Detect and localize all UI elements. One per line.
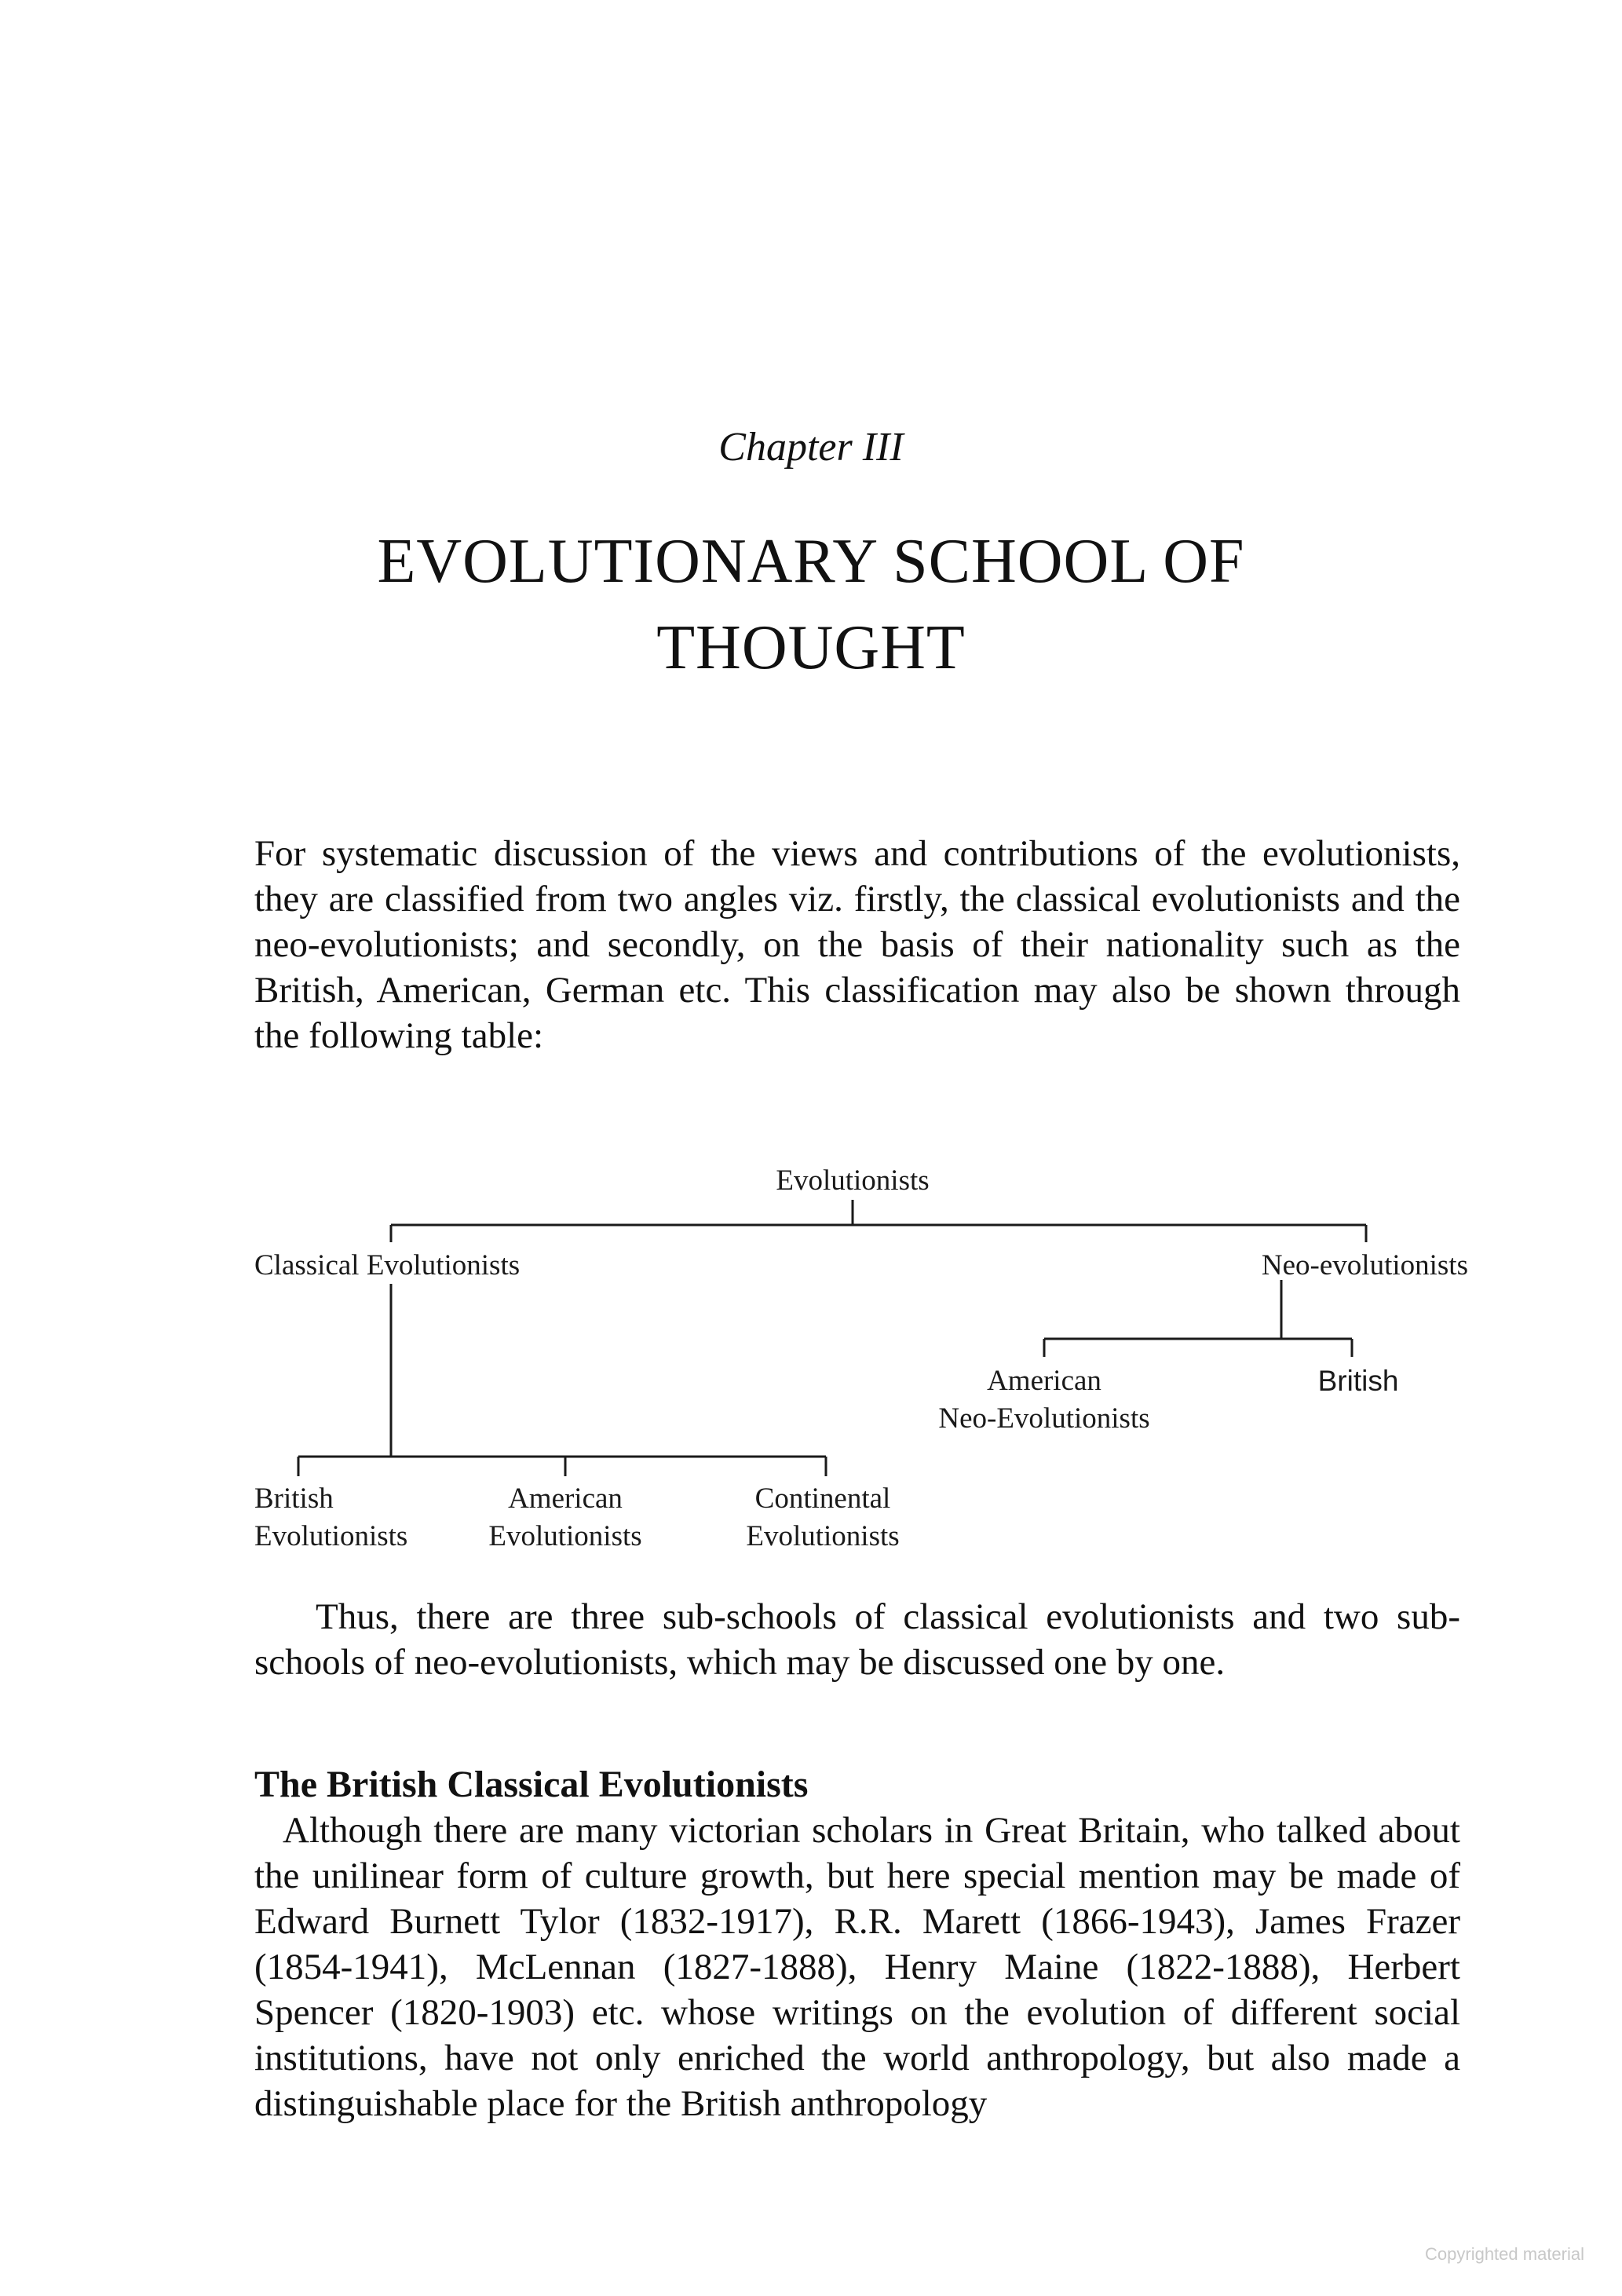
node-neo-evolutionists: Neo-evolutionists: [1261, 1249, 1468, 1281]
node-continental-evolutionists: [721, 1480, 925, 1556]
node-american-neo-line-2: Neo-Evolutionists: [938, 1402, 1150, 1435]
node-british-neo: British: [1317, 1365, 1399, 1397]
chapter-label: Chapter III: [718, 425, 904, 470]
node-classical-evolutionists: Classical Evolutionists: [254, 1249, 521, 1281]
node-british-evolutionists: [254, 1480, 407, 1556]
summary-paragraph: Thus, there are three sub-schools of classical evolutionists and two sub-schools of neo-evolutionists, which may be discussed one by one.: [254, 1596, 1460, 1683]
node-american-neo-line-1: American: [987, 1365, 1101, 1397]
node-evolutionists: Evolutionists: [776, 1164, 930, 1197]
node-american-neo-evolutionists: [911, 1362, 1178, 1438]
node-british-line-1: British: [254, 1483, 334, 1515]
node-american-line-2: Evolutionists: [488, 1520, 642, 1552]
chapter-title-line-1: EVOLUTIONARY SCHOOL OF: [377, 527, 1245, 596]
chapter-title: [0, 518, 1622, 691]
node-continental-line-1: Continental: [754, 1483, 891, 1515]
intro-paragraph: For systematic discussion of the views and contributions of the evolutionists, they are classified from two angles viz. firstly, the classical evolutionists and the neo-evolutionists; and secondly, on the basis of their nationality such as the British, American, German etc. This classification may also be shown through the following table:: [254, 833, 1460, 1056]
node-american-line-1: American: [508, 1483, 623, 1515]
node-continental-line-2: Evolutionists: [746, 1520, 900, 1552]
chapter-title-line-2: THOUGHT: [656, 613, 966, 682]
section-paragraph: Although there are many victorian scholars in Great Britain, who talked about the unilinear form of culture growth, but here special mention may be made of Edward Burnett Tylor (1832-1917), R.R. Marett (1866-1943), James Frazer (1854-1941), McLennan (1827-1888), Henry Maine (1822-1888), Herbert Spencer (1820-1903) etc. whose writings on the evolution of different social institutions, have not only enriched the world anthropology, but also made a distinguishable place for the British anthropology: [254, 1810, 1460, 2124]
node-british-line-2: Evolutionists: [254, 1520, 408, 1552]
section-heading: The British Classical Evolutionists: [254, 1764, 809, 1805]
watermark: Copyrighted material: [1425, 2244, 1584, 2264]
node-american-evolutionists: [471, 1480, 659, 1556]
